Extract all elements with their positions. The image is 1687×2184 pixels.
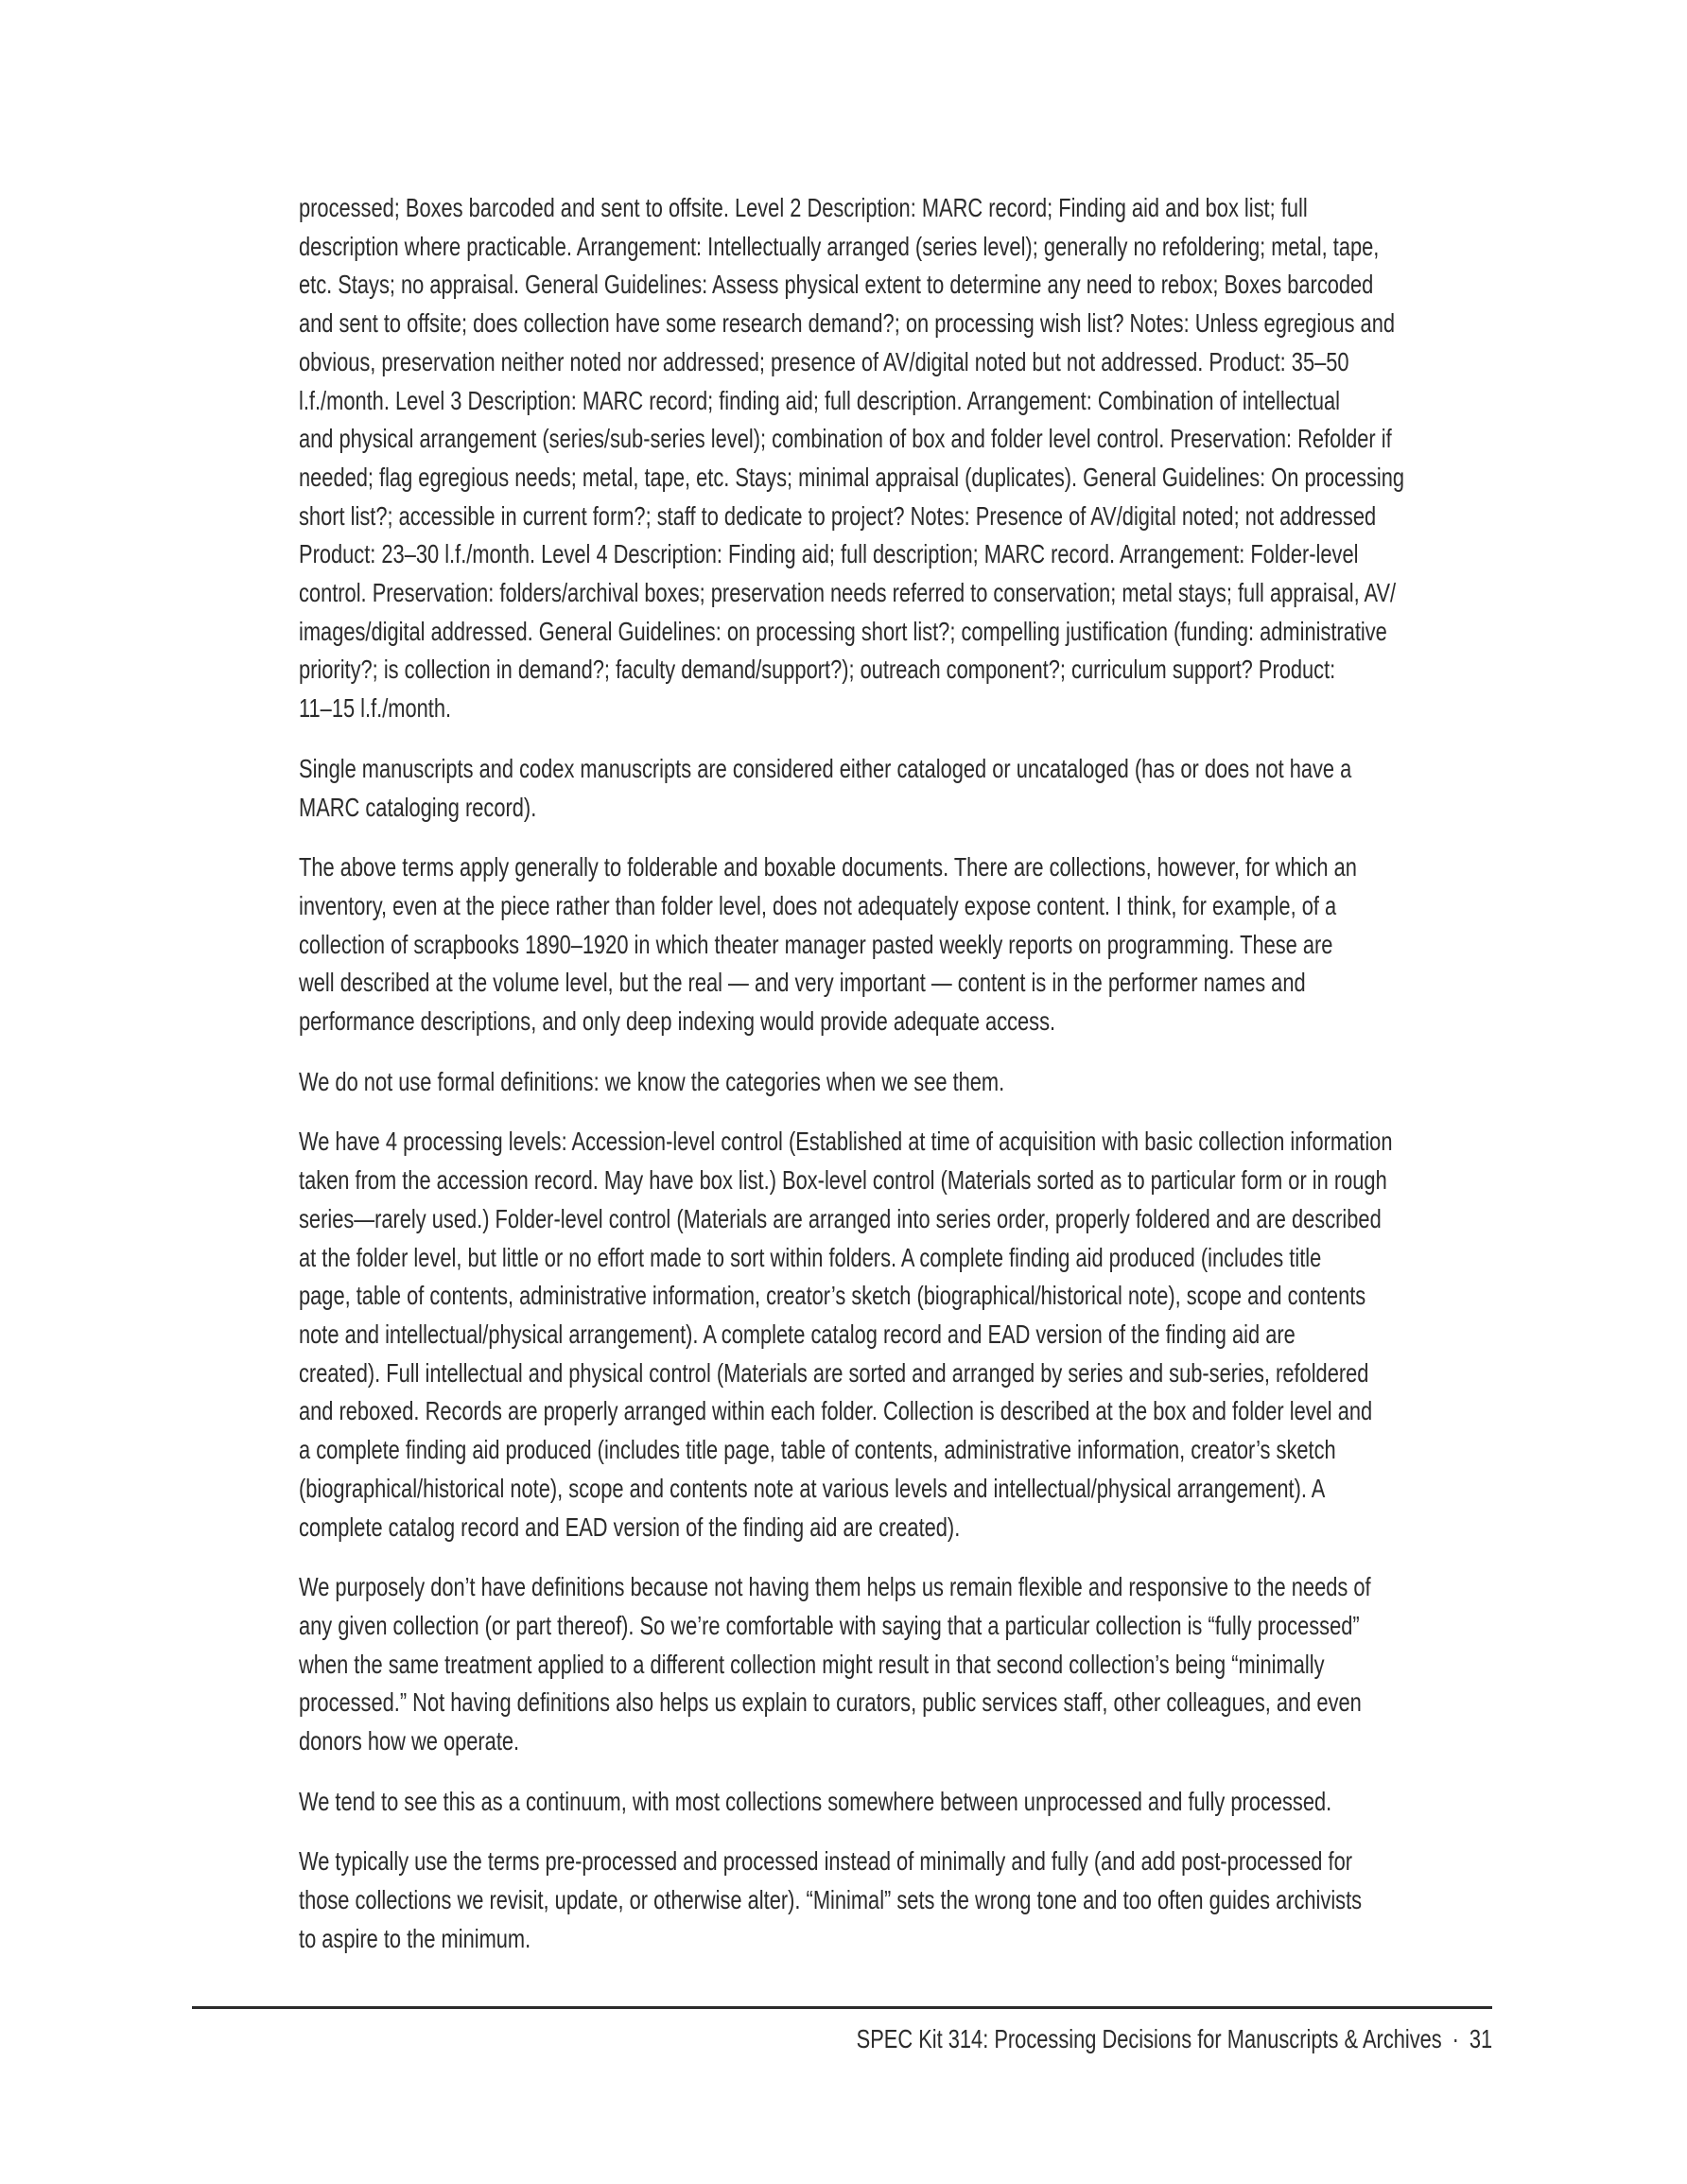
text-line: donors how we operate. <box>299 1726 520 1756</box>
text-line: complete catalog record and EAD version of the finding aid are created). <box>299 1511 961 1542</box>
footer-title: SPEC Kit 314: Processing Decisions for Manuscripts & Archives <box>856 2024 1442 2053</box>
text-line: priority?; is collection in demand?; faculty demand/support?); outreach component?; curriculum support? Product: <box>299 655 1336 685</box>
text-line: performance descriptions, and only deep indexing would provide adequate access. <box>299 1006 1056 1037</box>
body-text <box>299 189 1494 1959</box>
text-line: description where practicable. Arrangement: Intellectually arranged (series level); generally no refoldering; metal, tape, <box>299 231 1380 261</box>
text-line: We do not use formal definitions: we know the categories when we see them. <box>299 1066 1005 1096</box>
paragraph <box>299 848 1494 1041</box>
text-line: 11–15 l.f./month. <box>299 693 452 724</box>
text-line: well described at the volume level, but the real — and very important — content is in the performer names and <box>299 968 1306 998</box>
text-line: control. Preservation: folders/archival boxes; preservation needs referred to conservation; metal stays; full appraisal, AV/ <box>299 578 1397 608</box>
footer-separator: · <box>1452 2024 1459 2053</box>
text-line: a complete finding aid produced (includes title page, table of contents, administrative information, creator’s sketch <box>299 1435 1336 1465</box>
text-line: and physical arrangement (series/sub-series level); combination of box and folder level control. Preservation: Refolder if <box>299 424 1392 454</box>
text-line: collection of scrapbooks 1890–1920 in which theater manager pasted weekly reports on programming. These are <box>299 929 1333 959</box>
text-line: created). Full intellectual and physical control (Materials are sorted and arranged by series and sub-series, refoldered <box>299 1357 1369 1388</box>
text-line: Single manuscripts and codex manuscripts are considered either cataloged or uncataloged (has or does not have a <box>299 753 1352 783</box>
text-line: We purposely don’t have definitions because not having them helps us remain flexible and responsive to the needs of <box>299 1572 1371 1602</box>
paragraph <box>299 1568 1494 1761</box>
text-line: taken from the accession record. May have box list.) Box-level control (Materials sorted as to particular form or in rough <box>299 1165 1387 1196</box>
text-line: those collections we revisit, update, or otherwise alter). “Minimal” sets the wrong tone and too often guides archivists <box>299 1885 1363 1915</box>
text-line: obvious, preservation neither noted nor addressed; presence of AV/digital noted but not addressed. Product: 35–50 <box>299 346 1349 376</box>
paragraph <box>299 750 1494 827</box>
text-line: to aspire to the minimum. <box>299 1923 531 1953</box>
text-line: and sent to offsite; does collection have some research demand?; on processing wish list? Notes: Unless egregious and <box>299 308 1395 339</box>
text-line: We tend to see this as a continuum, with most collections somewhere between unprocessed and fully processed. <box>299 1786 1332 1816</box>
text-line: page, table of contents, administrative information, creator’s sketch (biographical/historical note), scope and contents <box>299 1281 1366 1311</box>
text-line: needed; flag egregious needs; metal, tape, etc. Stays; minimal appraisal (duplicates). General Guidelines: On processing <box>299 462 1405 492</box>
text-line: processed.” Not having definitions also helps us explain to curators, public services staff, other colleagues, and even <box>299 1687 1362 1718</box>
paragraph <box>299 189 1494 728</box>
text-line: and reboxed. Records are properly arranged within each folder. Collection is described at the box and folder level and <box>299 1396 1373 1426</box>
text-line: inventory, even at the piece rather than folder level, does not adequately expose content. I think, for example, of a <box>299 890 1337 920</box>
text-line: The above terms apply generally to folderable and boxable documents. There are collections, however, for which an <box>299 852 1357 882</box>
text-line: processed; Boxes barcoded and sent to offsite. Level 2 Description: MARC record; Finding aid and box list; full <box>299 193 1308 222</box>
paragraph <box>299 1783 1494 1822</box>
paragraph <box>299 1843 1494 1958</box>
text-line: etc. Stays; no appraisal. General Guidelines: Assess physical extent to determine any need to rebox; Boxes barcoded <box>299 270 1374 300</box>
text-line: when the same treatment applied to a different collection might result in that second collection’s being “minimally <box>299 1649 1325 1679</box>
text-line: series—rarely used.) Folder-level control (Materials are arranged into series order, properly foldered and are described <box>299 1203 1382 1233</box>
text-line: short list?; accessible in current form?; staff to dedicate to project? Notes: Presence of AV/digital noted; not addressed <box>299 500 1377 531</box>
text-line: at the folder level, but little or no effort made to sort within folders. A complete finding aid produced (includes title <box>299 1242 1322 1272</box>
text-line: any given collection (or part thereof). So we’re comfortable with saying that a particular collection is “fully processed” <box>299 1610 1360 1640</box>
paragraph <box>299 1063 1494 1102</box>
footer-rule <box>192 2006 1492 2009</box>
text-line: l.f./month. Level 3 Description: MARC record; finding aid; full description. Arrangement: Combination of intellectual <box>299 385 1341 415</box>
text-line: We typically use the terms pre-processed and processed instead of minimally and fully (and add post-processed for <box>299 1846 1352 1877</box>
page-number: 31 <box>1469 2024 1492 2053</box>
text-line: MARC cataloging record). <box>299 792 537 822</box>
text-line: Product: 23–30 l.f./month. Level 4 Description: Finding aid; full description; MARC record. Arrangement: Folder-level <box>299 539 1359 569</box>
page-footer <box>857 2023 1492 2055</box>
paragraph <box>299 1123 1494 1546</box>
text-line: (biographical/historical note), scope and contents note at various levels and intellectual/physical arrangement). A <box>299 1473 1326 1503</box>
text-line: We have 4 processing levels: Accession-level control (Established at time of acquisition with basic collection information <box>299 1127 1393 1157</box>
text-line: images/digital addressed. General Guidelines: on processing short list?; compelling justification (funding: administrative <box>299 616 1387 646</box>
text-line: note and intellectual/physical arrangement). A complete catalog record and EAD version of the finding aid are <box>299 1319 1296 1349</box>
